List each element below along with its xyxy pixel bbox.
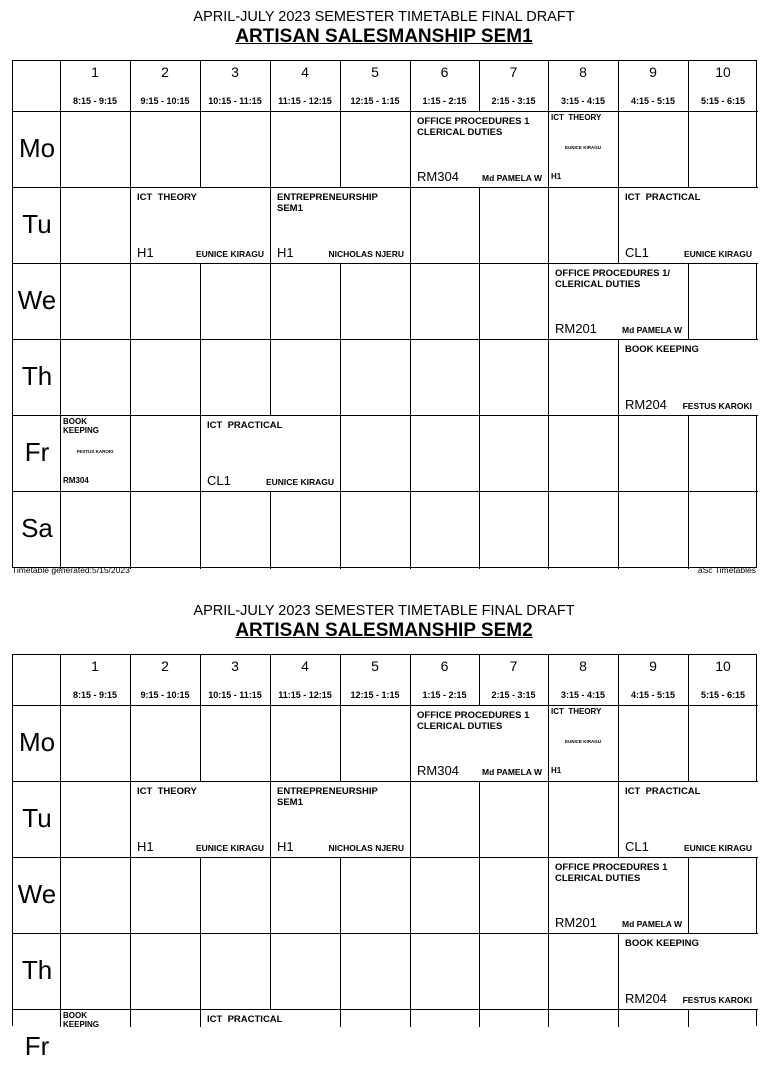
timetable-grid <box>12 654 757 1061</box>
lesson-teacher: EUNICE KIRAGU <box>564 145 601 150</box>
lesson-cell[interactable] <box>201 416 340 491</box>
period-time: 10:15 - 11:15 <box>208 96 262 106</box>
timetable-grid <box>12 60 757 568</box>
day-label: Th <box>21 361 53 391</box>
lesson-subject: OFFICE PROCEDURES 1 CLERICAL DUTIES <box>417 116 530 138</box>
period-time: 4:15 - 5:15 <box>630 690 676 700</box>
timetable-section <box>0 8 768 575</box>
lesson-teacher: Md PAMELA W <box>622 919 682 929</box>
period-number: 5 <box>371 658 379 674</box>
lesson-room: H1 <box>277 839 294 854</box>
day-label: We <box>17 879 57 909</box>
lesson-subject: BOOK KEEPING <box>625 344 699 355</box>
lesson-room: RM201 <box>555 915 597 930</box>
lesson-subject: OFFICE PROCEDURES 1 CLERICAL DUTIES <box>555 862 668 884</box>
lesson-cell[interactable] <box>60 415 130 491</box>
grid-column-line <box>130 61 131 569</box>
lesson-teacher: EUNICE KIRAGU <box>564 739 601 744</box>
day-label: Tu <box>22 803 52 833</box>
lesson-teacher: EUNICE KIRAGU <box>683 249 752 259</box>
day-label: Tu <box>22 209 52 239</box>
lesson-subject: ICT PRACTICAL <box>625 192 701 203</box>
day-label: Mo <box>18 133 56 163</box>
lesson-room: CL1 <box>625 245 649 260</box>
lesson-subject: BOOK KEEPING <box>63 417 100 435</box>
lesson-room: H1 <box>137 839 154 854</box>
period-number: 9 <box>649 658 657 674</box>
period-number: 10 <box>715 64 731 80</box>
semester-supertitle: APRIL-JULY 2023 SEMESTER TIMETABLE FINAL DRAFT <box>193 9 575 25</box>
lesson-subject: ENTREPRENEURSHIP SEM1 <box>277 786 378 808</box>
lesson-subject: ICT PRACTICAL <box>207 420 283 431</box>
day-label: Fr <box>24 1031 50 1061</box>
period-time: 4:15 - 5:15 <box>630 96 676 106</box>
period-time: 8:15 - 9:15 <box>72 96 118 106</box>
lesson-subject: BOOK KEEPING <box>63 1011 100 1029</box>
lesson-teacher: EUNICE KIRAGU <box>195 843 264 853</box>
period-time: 2:15 - 3:15 <box>491 96 536 106</box>
lesson-room: RM204 <box>625 397 667 412</box>
timetable-section <box>0 602 768 1061</box>
footer-brand: aSc Timetables <box>697 565 756 575</box>
period-number: 8 <box>579 658 587 674</box>
period-number: 4 <box>301 658 309 674</box>
day-label: Th <box>21 955 53 985</box>
lesson-subject: ICT PRACTICAL <box>625 786 701 797</box>
period-number: 3 <box>231 64 239 80</box>
lesson-room: H1 <box>137 245 154 260</box>
period-time: 9:15 - 10:15 <box>140 690 190 700</box>
lesson-subject: OFFICE PROCEDURES 1/ CLERICAL DUTIES <box>555 268 671 290</box>
day-label: Mo <box>18 727 56 757</box>
lesson-subject: ICT THEORY <box>137 786 197 797</box>
lesson-cell[interactable] <box>548 705 618 781</box>
period-time: 3:15 - 4:15 <box>560 96 606 106</box>
lesson-subject: ICT PRACTICAL <box>207 1014 283 1025</box>
lesson-teacher: EUNICE KIRAGU <box>195 249 264 259</box>
period-time: 5:15 - 6:15 <box>700 96 746 106</box>
lesson-cell[interactable] <box>271 188 410 263</box>
period-time: 12:15 - 1:15 <box>350 690 400 700</box>
lesson-room: H1 <box>551 172 562 181</box>
period-number: 2 <box>161 658 169 674</box>
grid-row-line <box>13 111 758 112</box>
lesson-room: CL1 <box>625 839 649 854</box>
lesson-room: RM304 <box>63 476 89 485</box>
footer-generated: Timetable generated:5/15/2023 <box>12 565 130 575</box>
period-number: 10 <box>715 658 731 674</box>
period-number: 1 <box>91 64 99 80</box>
period-time: 9:15 - 10:15 <box>140 96 190 106</box>
semester-supertitle: APRIL-JULY 2023 SEMESTER TIMETABLE FINAL DRAFT <box>193 603 575 619</box>
period-time: 8:15 - 9:15 <box>72 690 118 700</box>
lesson-cell[interactable] <box>60 1009 130 1085</box>
lesson-room: RM304 <box>417 763 459 778</box>
period-number: 1 <box>91 658 99 674</box>
lesson-teacher: Md PAMELA W <box>482 173 542 183</box>
lesson-subject: BOOK KEEPING <box>625 938 699 949</box>
lesson-cell[interactable] <box>271 782 410 857</box>
grid-column-line <box>270 61 271 569</box>
lesson-cell[interactable] <box>411 706 548 781</box>
lesson-cell[interactable] <box>411 112 548 187</box>
class-title: ARTISAN SALESMANSHIP SEM1 <box>235 26 533 47</box>
grid-row-line <box>13 705 758 706</box>
lesson-subject: OFFICE PROCEDURES 1 CLERICAL DUTIES <box>417 710 530 732</box>
period-number: 7 <box>509 658 518 674</box>
timetable-header <box>0 8 768 48</box>
lesson-cell[interactable] <box>619 782 758 857</box>
lesson-cell[interactable] <box>131 188 270 263</box>
lesson-subject: ICT THEORY <box>551 113 602 122</box>
lesson-cell[interactable] <box>131 782 270 857</box>
lesson-cell[interactable] <box>549 264 688 339</box>
lesson-room: RM201 <box>555 321 597 336</box>
grid-row-line <box>13 491 758 492</box>
period-number: 2 <box>161 64 169 80</box>
lesson-teacher: EUNICE KIRAGU <box>683 843 752 853</box>
lesson-room: CL1 <box>207 473 231 488</box>
lesson-cell[interactable] <box>201 1010 340 1085</box>
lesson-cell[interactable] <box>548 111 618 187</box>
lesson-cell[interactable] <box>619 934 758 1009</box>
lesson-room: H1 <box>551 766 562 775</box>
grid-column-line <box>340 61 341 569</box>
lesson-teacher: FESTUS KAROKI <box>76 449 114 454</box>
lesson-room: H1 <box>277 245 294 260</box>
period-time: 2:15 - 3:15 <box>491 690 536 700</box>
period-time: 12:15 - 1:15 <box>350 96 400 106</box>
period-number: 7 <box>509 64 518 80</box>
period-time: 11:15 - 12:15 <box>278 96 332 106</box>
lesson-cell[interactable] <box>549 858 688 933</box>
day-label: Sa <box>21 513 53 543</box>
lesson-subject: ICT THEORY <box>551 707 602 716</box>
class-title: ARTISAN SALESMANSHIP SEM2 <box>235 620 533 641</box>
grid-column-line <box>200 61 201 569</box>
period-time: 1:15 - 2:15 <box>422 96 467 106</box>
lesson-teacher: NICHOLAS NJERU <box>328 843 404 853</box>
period-number: 6 <box>440 658 449 674</box>
lesson-room: RM304 <box>417 169 459 184</box>
lesson-room: RM204 <box>625 991 667 1006</box>
lesson-teacher: Md PAMELA W <box>482 767 542 777</box>
period-number: 6 <box>440 64 449 80</box>
lesson-cell[interactable] <box>619 188 758 263</box>
timetable-header <box>0 602 768 642</box>
lesson-teacher: Md PAMELA W <box>622 325 682 335</box>
grid-column-line <box>688 61 689 569</box>
day-label: We <box>17 285 57 315</box>
period-number: 3 <box>231 658 239 674</box>
period-time: 11:15 - 12:15 <box>278 690 332 700</box>
lesson-teacher: FESTUS KAROKI <box>682 401 752 411</box>
lesson-subject: ENTREPRENEURSHIP SEM1 <box>277 192 378 214</box>
period-number: 8 <box>579 64 587 80</box>
period-number: 9 <box>649 64 657 80</box>
period-number: 4 <box>301 64 309 80</box>
lesson-teacher: EUNICE KIRAGU <box>265 477 334 487</box>
day-label: Fr <box>24 437 50 467</box>
lesson-cell[interactable] <box>619 340 758 415</box>
lesson-teacher: FESTUS KAROKI <box>682 995 752 1005</box>
lesson-teacher: NICHOLAS NJERU <box>328 249 404 259</box>
period-time: 5:15 - 6:15 <box>700 690 746 700</box>
period-number: 5 <box>371 64 379 80</box>
period-time: 10:15 - 11:15 <box>208 690 262 700</box>
period-time: 3:15 - 4:15 <box>560 690 606 700</box>
period-time: 1:15 - 2:15 <box>422 690 467 700</box>
lesson-subject: ICT THEORY <box>137 192 197 203</box>
